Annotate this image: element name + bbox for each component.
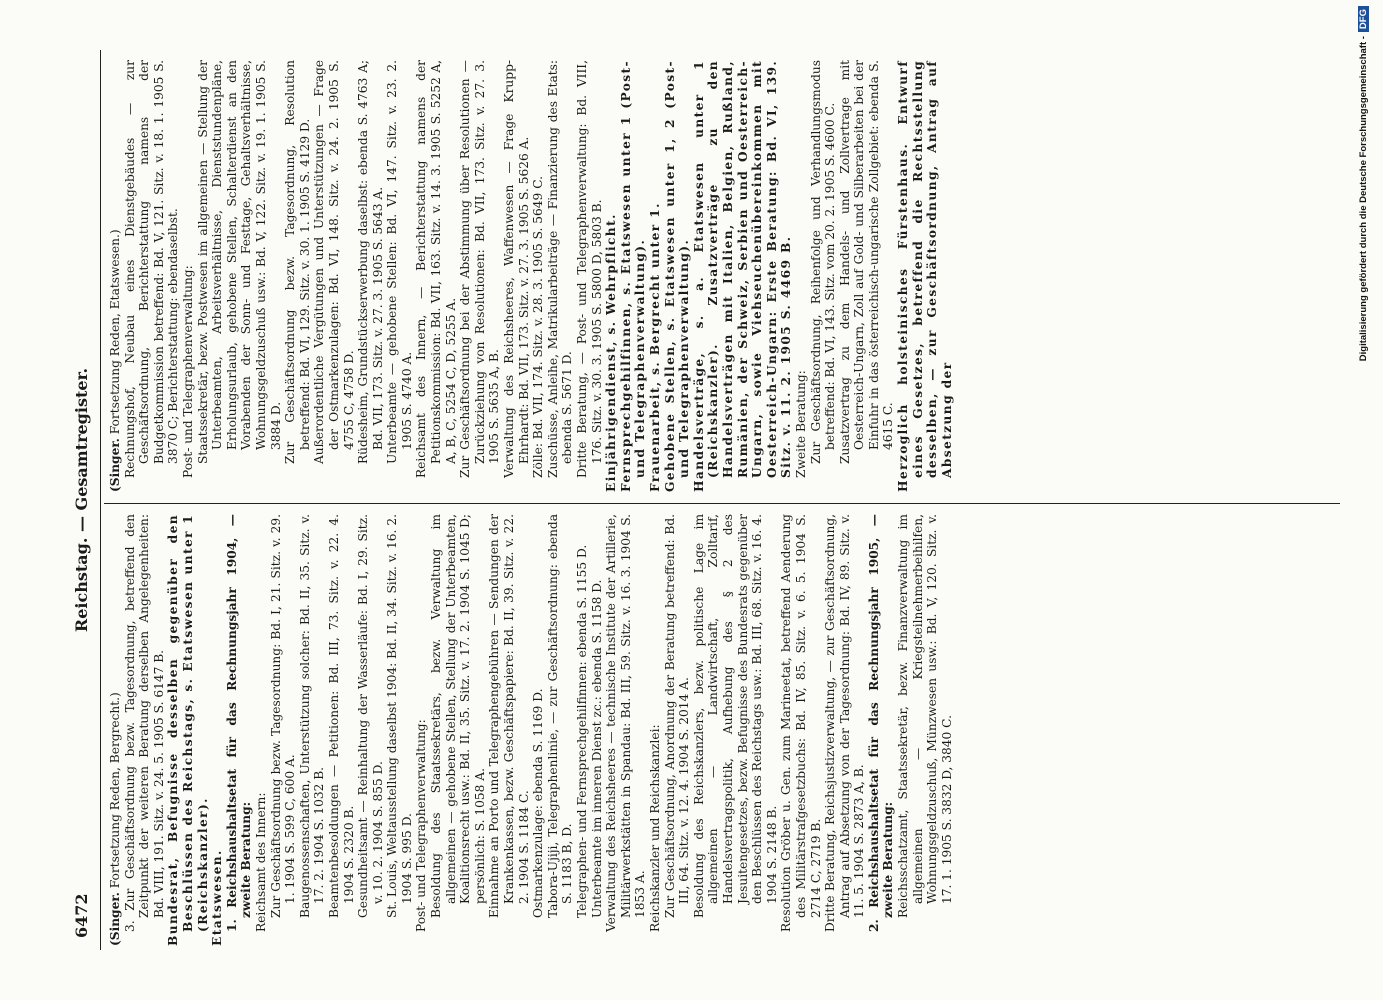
subentry: Telegraphen- und Fernsprechgehilfinnen: ebenda S. 1155 D. xyxy=(575,544,589,918)
entry-heading: Frauenarbeit, s. Bergrecht unter 1. xyxy=(647,202,662,492)
subentry: Rüdesheim, Grundstückserwerbung daselbst: ebenda S. 4763 A; Bd. VII, 173. Sitz. v. 27. 3. 1905 S. 5643 A. xyxy=(356,60,385,464)
subentry: Verwaltung des Reichsheeres — technische Institute der Artillerie, Militärwerkstätten in Spandau: Bd. III, 59. Sitz. v. 16. 3. 1904 S. 1853 A. xyxy=(604,514,648,932)
subentry: Baugenossenschaften, Unterstützung solcher: Bd. II, 35. Sitz. v. 17. 2. 1904 S. 1032 B. xyxy=(297,514,327,918)
subentry: St. Louis, Weltausstellung daselbst 1904: Bd. II, 34. Sitz. v. 16. 2. 1904 S. 995 D. xyxy=(385,514,414,918)
entry-heading: Etatswesen. xyxy=(210,849,225,946)
entry: 2. Reichshaushaltsetat für das Rechnungsjahr 1905, — zweite Beratung: xyxy=(866,514,896,932)
subentry: Außerordentliche Vergütungen und Unterstützungen — Frage der Ostmarkenzulagen: Bd. VI, 148. Sitz. v. 24. 2. 1905 S. 4755 C, 4758 D. xyxy=(312,60,356,464)
entry: 3. Zur Geschäftsordnung bezw. Tagesordnung, betreffend den Zeitpunkt der weiteren Beratung derselben Angelegenheiten: Bd. VIII, 191. Sitz. v. 24. 5. 1905 S. 6147 B. xyxy=(122,514,166,932)
subentry: Zur Geschäftsordnung, Anordnung der Beratung betreffend: Bd. III, 64. Sitz. v. 12. 4. 1904 S. 2014 A. xyxy=(662,514,692,918)
entry-heading: Fernsprechgehilfinnen, s. Etatswesen unter 1 (Post- und Telegraphenverwaltung). xyxy=(618,60,648,492)
left-column xyxy=(108,514,1338,946)
subentry: Zusatzvertrag zu dem Handels- und Zollvertrage mit Oesterreich-Ungarn, Zoll auf Gold- und Silberarbeiten bei der Einfuhr in das österreichisch-ungarische Zollgebiet: ebenda S. 4615 C. xyxy=(837,60,896,464)
entry: 1. Reichshaushaltsetat für das Rechnungsjahr 1904, — zweite Beratung: xyxy=(224,514,254,932)
subentry: Gesundheitsamt — Reinhaltung der Wasserläufe: Bd. I, 29. Sitz. v. 10. 2. 1904 S. 855 D. xyxy=(356,514,385,918)
subentry: Reichsschatzamt, Staatssekretär, bezw. Finanzverwaltung im allgemeinen — Kriegsteilnehmerbeihilfen, Wohnungsgeldzuschuß, Münzwesen usw.: Bd. V, 120. Sitz. v. 17. 1. 1905 S. 3832 D, 3840 C. xyxy=(896,514,954,918)
column-label: (Singer. xyxy=(108,438,122,492)
subentry: Zweite Beratung: xyxy=(793,370,808,478)
subentry: Beamtenbesoldungen — Petitionen: Bd. III, 73. Sitz. v. 22. 4. 1904 S. 2320 B. xyxy=(326,514,356,918)
subentry: Zur Geschäftsordnung bezw. Tagesordnung: Bd. I, 21. Sitz. v. 29. 1. 1904 S. 599 C, 600 A. xyxy=(268,514,298,918)
subentry: Reichskanzler und Reichskanzlei: xyxy=(647,724,662,932)
entry-heading: Bundesrat, Befugnisse desselben gegenüber den Beschlüssen des Reichstags, s. Etatswesen unter 1 (Reichskanzler). xyxy=(166,514,210,946)
funding-note: Digitalisierung gefördert durch die Deutsche Forschungsgemeinschaft - xyxy=(1358,36,1369,362)
subentry: Staatssekretär, bezw. Postwesen im allgemeinen — Stellung der Unterbeamten, Arbeitsverhältnisse, Dienststundenpläne, Erholungsurlaub, gehobene Stellen, Schalterdienst an den Vorabenden der Sonn- und Festtage, Gehaltsverhältnisse, Wohnungsgeldzuschuß usw.: Bd. V, 122. Sitz. v. 19. 1. 1905 S. 3884 D. xyxy=(195,60,283,464)
entry-continuation: (Singer. Fortsetzung Reden, Etatswesen.) xyxy=(108,229,122,492)
page-number: 6472 xyxy=(72,893,91,938)
subentry: Einnahme an Porto und Telegraphengebühren — Sendungen der Krankenkassen, bezw. Geschäftspapiere: Bd. II, 39. Sitz. v. 22. 2. 1904 S. 1184 C. xyxy=(487,514,531,918)
subentry: Unterbeamte — gehobene Stellen: Bd. VI, 147. Sitz. v. 23. 2. 1905 S. 4740 A. xyxy=(385,60,414,464)
subentry: Besoldung des Reichskanzlers, bezw. politische Lage im allgemeinen — Landwirtschaft, Zolltarif, Handelsvertragspolitik, Aufhebung des § 2 des Jesuitengesetzes, bezw. Befugnisse des Bundesrats gegenüber den Beschlüssen des Reichstags usw.: Bd. III, 68. Sitz. v. 16. 4. 1904 S. 2148 B. xyxy=(691,514,779,918)
subentry: Unterbeamte im inneren Dienst zc.: ebenda S. 1158 D. xyxy=(589,579,604,918)
entry-heading: Herzoglich holsteinisches Fürstenhaus. Entwurf eines Gesetzes, betreffend die Rechtsstellung desselben, — zur Geschäftsordnung, Antrag auf Absetzung der xyxy=(896,60,954,492)
dfg-logo: DFG xyxy=(1358,6,1369,32)
subentry: Ostmarkenzulage: ebenda S. 1169 D. xyxy=(531,688,546,918)
entry-continuation: (Singer. Fortsetzung Reden, Bergrecht.) xyxy=(108,692,122,946)
subentry: Dritte Beratung, — Post- und Telegraphenverwaltung: Bd. VIII, 176. Sitz. v. 30. 3. 1905 S. 5800 D, 5803 B. xyxy=(575,60,604,478)
subentry: Reichsamt des Innern, — Berichterstattung namens der Petitionskommission: Bd. VII, 163. Sitz. v. 14. 3. 1905 S. 5252 A, A, B, C, 5254 C, D, 5255 A. xyxy=(414,60,458,478)
subentry: Tabora-Ujiji, Telegraphenlinie, — zur Geschäftsordnung: ebenda S. 1183 B, D. xyxy=(545,514,575,918)
subentry: Zölle: Bd. VII, 174. Sitz. v. 28. 3. 1905 S. 5649 C. xyxy=(531,176,546,478)
subentry: Resolution Gröber u. Gen. zum Marineetat, betreffend Aenderung des Militärstrafgesetzbuchs: Bd. IV, 85. Sitz. v. 6. 5. 1904 S. 2714 C, 2719 B. xyxy=(779,514,823,932)
entry-heading: Handelsverträge, s. a. Etatswesen unter 1 (Reichskanzler). Zusatzverträge zu den Handelsverträgen mit Italien, Belgien, Rußland, Rumänien, der Schweiz, Serbien und Oesterreich-Ungarn, sowie Viehseuchenübereinkommen mit Oesterreich-Ungarn: Erste Beratung: Bd. VI, 139. Sitz. v. 11. 2. 1905 S. 4469 B. xyxy=(691,60,794,492)
right-column xyxy=(108,60,1338,492)
subentry: Verwaltung des Reichsheeres, Waffenwesen — Frage Krupp-Ehrhardt: Bd. VII, 173. Sitz. v. 27. 3. 1905 S. 5626 A. xyxy=(502,60,531,478)
subentry: Rechnungshof, Neubau eines Dienstgebäudes — zur Geschäftsordnung, Berichterstattung namens der Budgetkommission betreffend: Bd. V, 121. Sitz. v. 18. 1. 1905 S. 3870 C; Berichterstattung: ebendaselbst. xyxy=(122,60,181,478)
page-header xyxy=(72,50,96,950)
subentry: Besoldung des Staatssekretärs, bezw. Verwaltung im allgemeinen — gehobene Stellen, Stellung der Unterbeamten, Koalitionsrecht usw.: Bd. II, 35. Sitz. v. 17. 2. 1904 S. 1045 D; persönlich: S. 1058 A. xyxy=(429,514,487,918)
subentry: Zur Geschäftsordnung bezw. Tagesordnung, Resolution betreffend: Bd. VI, 129. Sitz. v. 30. 1. 1905 S. 4129 D. xyxy=(283,60,312,464)
subentry: Dritte Beratung, Reichsjustizverwaltung, — zur Geschäftsordnung, Antrag auf Absetzung von der Tagesordnung: Bd. IV, 89. Sitz. v. 11. 5. 1904 S. 2873 A, B. xyxy=(823,514,867,932)
header-rule xyxy=(100,50,101,950)
digitization-note xyxy=(1356,6,1378,726)
subentry: Zuschüsse, Anleihe, Matrikularbeiträge — Finanzierung des Etats: ebenda S. 5671 D. xyxy=(545,60,575,478)
column-label: (Singer. xyxy=(108,892,122,946)
subentry: Reichsamt des Innern: xyxy=(253,792,268,932)
running-title: Reichstag. — Gesamtregister. xyxy=(72,367,91,633)
subentry: Zur Geschäftsordnung bei der Abstimmung über Resolutionen — Zurückziehung von Resolutionen: Bd. VII, 173. Sitz. v. 27. 3. 1905 S. 5635 A, B. xyxy=(458,60,502,478)
register-page xyxy=(50,50,1340,950)
subentry: Zur Geschäftsordnung, Reihenfolge und Verhandlungsmodus betreffend: Bd. VI, 143. Sitz. vom 20. 2. 1905 S. 4600 C. xyxy=(808,60,838,464)
entry-heading: Gehobene Stellen, s. Etatswesen unter 1, 2 (Post- und Telegraphenverwaltung). xyxy=(662,60,692,492)
column-divider xyxy=(104,503,1340,504)
subentry: Post- und Telegraphenverwaltung: xyxy=(414,719,429,932)
entry-heading: Einjährigendienst, s. Wehrpflicht. xyxy=(604,213,619,492)
subentry: Post- und Telegraphenverwaltung: xyxy=(180,265,195,478)
